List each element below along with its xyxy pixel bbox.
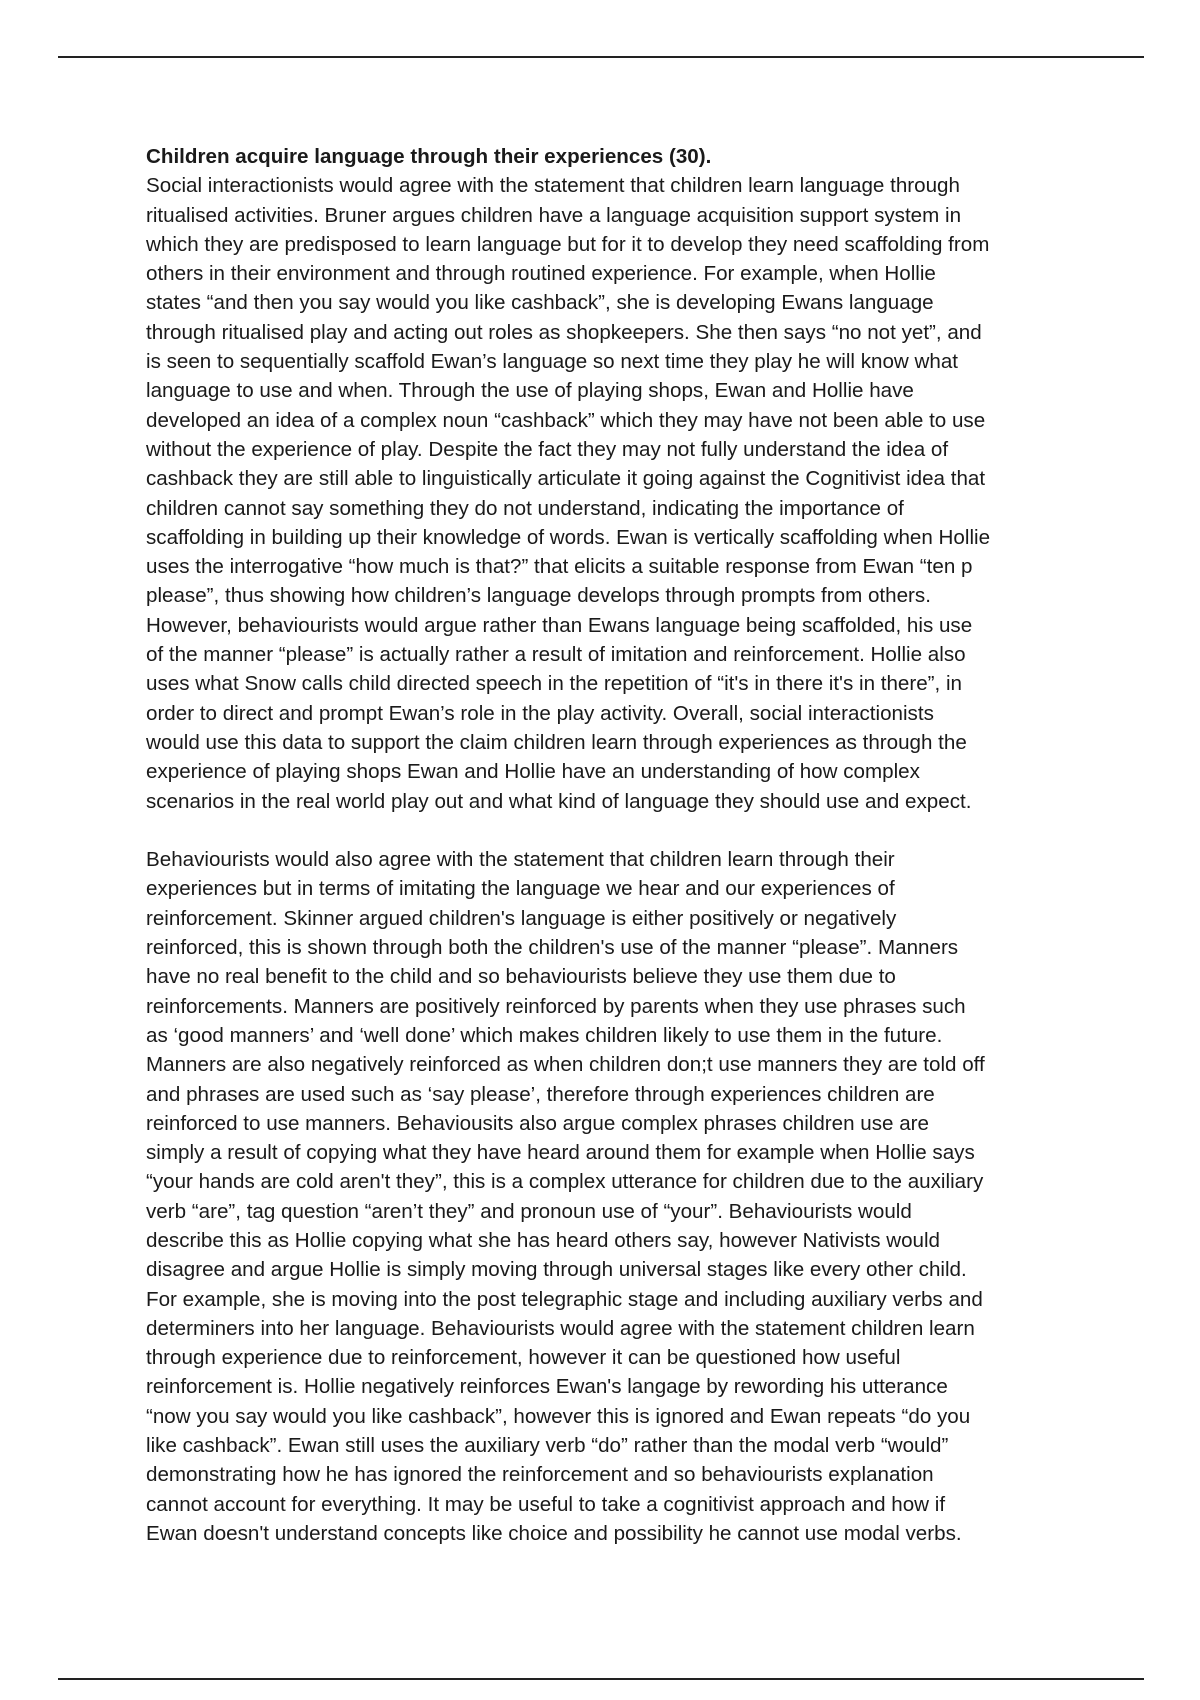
text-line: disagree and argue Hollie is simply moving through universal stages like every other child. [146,1258,967,1282]
text-line: “now you say would you like cashback”, however this is ignored and Ewan repeats “do you [146,1404,971,1428]
text-line: through experience due to reinforcement, however it can be questioned how useful [146,1346,901,1370]
text-line: reinforcement is. Hollie negatively reinforces Ewan's langage by rewording his utterance [146,1375,948,1399]
top-rule [58,56,1144,58]
text-line: cashback they are still able to linguistically articulate it going against the Cognitivist idea that [146,467,986,491]
document-body [146,142,1076,1548]
text-line: through ritualised play and acting out roles as shopkeepers. She then says “no not yet”, and [146,320,982,344]
text-line: verb “are”, tag question “aren’t they” and pronoun use of “your”. Behaviourists would [146,1199,912,1223]
text-line: Ewan doesn't understand concepts like choice and possibility he cannot use modal verbs. [146,1521,962,1545]
paragraph-2 [146,845,1076,1548]
text-line: children cannot say something they do not understand, indicating the importance of [146,496,904,520]
text-line: Behaviourists would also agree with the statement that children learn through their [146,848,895,872]
text-line: reinforcements. Manners are positively reinforced by parents when they use phrases such [146,994,966,1018]
text-line: experience of playing shops Ewan and Hollie have an understanding of how complex [146,760,920,784]
text-line: scaffolding in building up their knowledge of words. Ewan is vertically scaffolding when Hollie [146,525,991,549]
text-line: uses the interrogative “how much is that?” that elicits a suitable response from Ewan “ten p [146,555,973,579]
text-line: which they are predisposed to learn language but for it to develop they need scaffolding from [146,232,990,256]
text-line: and phrases are used such as ‘say please’, therefore through experiences children are [146,1082,935,1106]
text-line: For example, she is moving into the post telegraphic stage and including auxiliary verbs and [146,1287,983,1311]
text-line: describe this as Hollie copying what she has heard others say, however Nativists would [146,1228,941,1252]
text-line: like cashback”. Ewan still uses the auxiliary verb “do” rather than the modal verb “would” [146,1434,949,1458]
text-line: scenarios in the real world play out and what kind of language they should use and expect. [146,789,972,813]
text-line: of the manner “please” is actually rather a result of imitation and reinforcement. Hollie also [146,643,966,667]
text-line: is seen to sequentially scaffold Ewan’s language so next time they play he will know what [146,350,959,374]
text-line: please”, thus showing how children’s language develops through prompts from others. [146,584,931,608]
paragraph-1 [146,171,1076,816]
text-line: determiners into her language. Behaviourists would agree with the statement children learn [146,1316,975,1340]
text-line: reinforced, this is shown through both the children's use of the manner “please”. Manners [146,936,959,960]
text-line: simply a result of copying what they have heard around them for example when Hollie says [146,1141,975,1165]
text-line: cannot account for everything. It may be useful to take a cognitivist approach and how if [146,1492,946,1516]
text-line: developed an idea of a complex noun “cashback” which they may have not been able to use [146,408,986,432]
text-line: reinforcement. Skinner argued children's language is either positively or negatively [146,906,897,930]
text-line: “your hands are cold aren't they”, this is a complex utterance for children due to the auxiliary [146,1170,984,1194]
text-line: demonstrating how he has ignored the reinforcement and so behaviourists explanation [146,1463,934,1487]
text-line: Social interactionists would agree with the statement that children learn language through [146,174,960,198]
text-line: others in their environment and through routined experience. For example, when Hollie [146,262,936,286]
text-line: language to use and when. Through the use of playing shops, Ewan and Hollie have [146,379,914,403]
text-line: without the experience of play. Despite the fact they may not fully understand the idea of [146,437,949,461]
text-line: However, behaviourists would argue rather than Ewans language being scaffolded, his use [146,613,973,637]
text-line: would use this data to support the claim children learn through experiences as through the [146,730,967,754]
text-line: states “and then you say would you like cashback”, she is developing Ewans language [146,291,934,315]
text-line: as ‘good manners’ and ‘well done’ which makes children likely to use them in the future. [146,1023,943,1047]
text-line: ritualised activities. Bruner argues children have a language acquisition support system in [146,203,962,227]
text-line: uses what Snow calls child directed speech in the repetition of “it's in there it's in there”, in [146,672,963,696]
text-line: order to direct and prompt Ewan’s role in the play activity. Overall, social interactionists [146,701,934,725]
essay-paragraphs [146,171,1076,1548]
essay-heading: Children acquire language through their experiences (30). [146,145,712,168]
text-line: experiences but in terms of imitating the language we hear and our experiences of [146,877,895,901]
text-line: have no real benefit to the child and so behaviourists believe they use them due to [146,965,896,989]
text-line: reinforced to use manners. Behaviousits also argue complex phrases children use are [146,1111,929,1135]
bottom-rule [58,1678,1144,1680]
text-line: Manners are also negatively reinforced as when children don;t use manners they are told off [146,1053,985,1077]
